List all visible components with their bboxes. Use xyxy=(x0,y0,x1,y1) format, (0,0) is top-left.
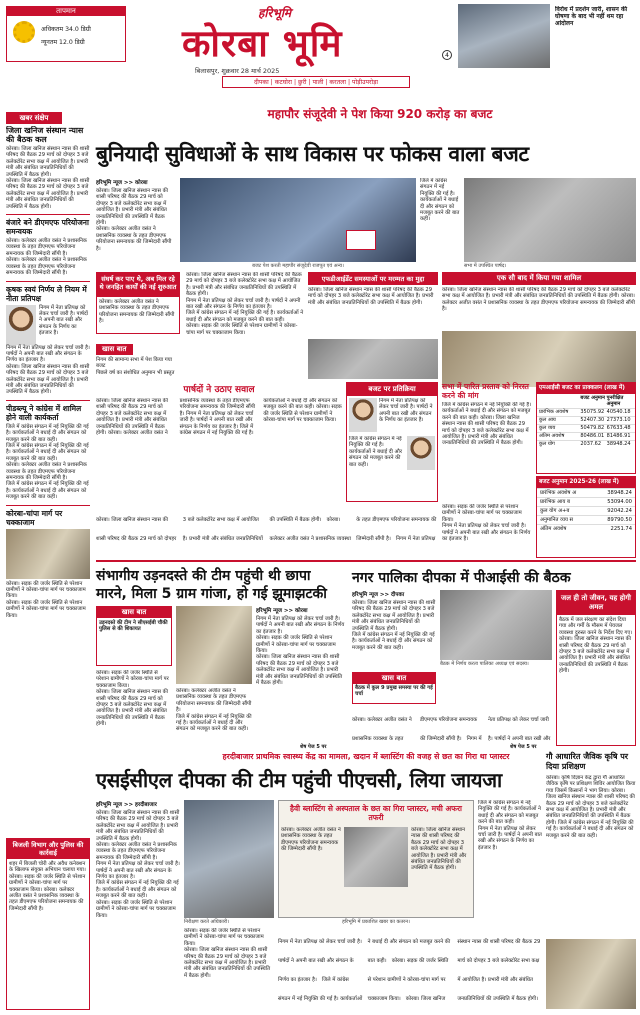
raid-body-1 xyxy=(96,670,172,752)
palika-khaas-box xyxy=(352,672,436,704)
editions-bar: दीपका | कटघोरा | छुरी | पाली | करतला | पोड़ीउपरोड़ा xyxy=(222,76,410,88)
body-text: निगम में नेता प्रतिपक्ष को लेकर चर्चा जारी है। पार्षदों ने अपनी बात रखी और संगठन के निर्णय का इंतजार है। xyxy=(179,410,254,430)
table-cell: 81486.91 xyxy=(606,433,631,439)
brief-5 xyxy=(6,505,90,619)
body-text: कोरबा। कलेक्टर अजीत वसंत ने प्रशासनिक व्यवस्था के तहत डीएमएफ परियोजना समन्वयक की जिम्मेदारी सौंपी है। xyxy=(108,398,256,437)
body-text: बैठक में जल संरक्षण का संदेश दिया गया और गर्मी के मौसम में पेयजल व्यवस्था दुरुस्त करने के निर्देश दिए गए। xyxy=(559,617,633,636)
secl-credit: हरिभूमि न्यूज >> हरदीबाजार xyxy=(96,802,157,808)
khaas-point: निगम की सामान्य सभा में पेश किया गया बजट xyxy=(96,357,172,370)
lead-text-col-2 xyxy=(420,178,460,266)
brief-body-more: जिले में कांग्रेस संगठन में नई नियुक्ति की गई है। कार्यकर्ताओं ने बधाई दी और संगठन को मजबूत करने की बात कही। xyxy=(6,442,89,462)
raid-continued: शेष पेज 5 पर xyxy=(300,744,327,750)
box-body xyxy=(442,287,636,329)
portrait xyxy=(6,305,36,345)
raid-body-2 xyxy=(176,688,252,752)
brief-body: कोरबा। कलेक्टर अजीत वसंत ने प्रशासनिक व्यवस्था के तहत डीएमएफ परियोजना समन्वयक की जिम्मेदारी सौंपी है। xyxy=(6,238,87,257)
inclusion-photo xyxy=(442,331,636,387)
table-cell: 2037.62 xyxy=(580,441,602,447)
table-cell: 89790.50 xyxy=(607,517,632,523)
max-temp: अधिकतम 34.0 डिग्री xyxy=(41,26,91,33)
box-head: गौ आधारित जैविक कृषि पर दिया प्रशिक्षण xyxy=(546,752,629,771)
box-head: सभा में पारित प्रस्ताव को निरस्त करने की मांग xyxy=(442,382,529,400)
lead-headline: बुनियादी सुविधाओं के साथ विकास पर फोकस वाला बजट xyxy=(96,142,529,166)
body-text: निगम में नेता प्रतिपक्ष को लेकर चर्चा जारी है। पार्षदों ने अपनी बात रखी और xyxy=(466,717,551,742)
lead-body: जिले में कांग्रेस संगठन में नई नियुक्ति की गई है। कार्यकर्ताओं ने बधाई दी और संगठन को मजबूत करने की बात कही। xyxy=(420,178,460,223)
box-body: कोरबा। कलेक्टर अजीत वसंत ने प्रशासनिक व्यवस्था के तहत डीएमएफ परियोजना समन्वयक की जिम्मेदारी सौंपी है। xyxy=(99,299,175,325)
council-photo xyxy=(308,339,438,379)
table-cell: कुल आय xyxy=(539,417,556,423)
brief-body: निगम में नेता प्रतिपक्ष को लेकर चर्चा जारी है। पार्षदों ने अपनी बात रखी और संगठन के निर्णय का इंतजार है। xyxy=(39,304,88,337)
body-text: कोरबा। कलेक्टर अजीत वसंत ने प्रशासनिक व्यवस्था के तहत डीएमएफ परियोजना समन्वयक की जिम्मेदारी सौंपी है। xyxy=(96,842,177,861)
organic-box xyxy=(546,752,636,1010)
body-text: जिले में कांग्रेस संगठन में नई नियुक्ति की गई है। कार्यकर्ताओं ने बधाई दी और संगठन को मजबूत करने की बात कही। xyxy=(352,632,435,651)
table-cell: 38948.24 xyxy=(607,490,632,496)
water-box xyxy=(556,590,636,746)
table-cell: प्रारंभिक आय ब xyxy=(540,499,570,505)
reaction-portrait xyxy=(407,436,435,470)
table-cell: 67633.48 xyxy=(606,425,631,431)
table-cell: प्रारंभिक अवशेष xyxy=(539,409,569,415)
budget-estimate-table xyxy=(536,476,636,558)
top-right-photo xyxy=(458,4,550,68)
khaas-point: उड़नदस्ते की टीम ने सीएसईबी चौकी पुलिस से की शिकायत xyxy=(99,620,168,633)
budget-body-bottom xyxy=(96,506,438,554)
page-number: 4 xyxy=(442,50,452,60)
secl-headline: एसईसीएल दीपका की टीम पहुंची पीएचसी, लिया जायजा xyxy=(96,768,502,792)
table-row xyxy=(537,506,635,515)
box-head: संघर्ष कर पाए थे, अब मिल रहे थे जनहित कार्यों की नई शुरुआत xyxy=(97,273,179,297)
table-row xyxy=(537,416,635,424)
table-cell: कुल व्यय xyxy=(539,425,556,431)
weather-box xyxy=(6,6,126,62)
table-cell: 2251.74 xyxy=(610,526,632,532)
body-text: कोरबा। कलेक्टर अजीत वसंत ने प्रशासनिक व्यवस्था के तहत डीएमएफ परियोजना समन्वयक की जिम्मेदारी सौंपी है। xyxy=(442,293,635,313)
secl-body-4 xyxy=(478,800,542,918)
brief-body-more: कोरबा। सड़क की जर्जर स्थिति से परेशान ग्रामीणों ने कोरबा-चांपा मार्ग पर चक्काजाम किया। xyxy=(6,599,86,619)
palika-caption: बैठक में निर्णय करता पालिका अध्यक्ष एवं सदस्य। xyxy=(440,661,529,667)
body-text: निगम में नेता प्रतिपक्ष को लेकर चर्चा जारी है। पार्षदों ने अपनी बात रखी और संगठन के निर्णय का इंतजार है। xyxy=(186,297,301,311)
lead-photo-2 xyxy=(464,178,636,262)
box-head: बिजली विभाग और पुलिस की कार्रवाई xyxy=(7,839,89,859)
brief-3 xyxy=(6,281,90,396)
box-body xyxy=(442,402,532,494)
table-row xyxy=(537,408,635,416)
body-text: कोरबा। कलेक्टर अजीत वसंत ने प्रशासनिक व्यवस्था के तहत डीएमएफ परियोजना समन्वयक की जिम्मेदारी सौंपी है। xyxy=(9,886,84,912)
body-text: कोरबा। सड़क की जर्जर स्थिति से परेशान ग्रामीणों ने कोरबा-चांपा मार्ग पर चक्काजाम किया। xyxy=(186,323,298,336)
brief-body-more: जिले में कांग्रेस संगठन में नई नियुक्ति की गई है। कार्यकर्ताओं ने बधाई दी और संगठन को मजबूत करने की बात कही। xyxy=(6,481,89,501)
body-text: कोरबा। जिला खनिज संस्थान न्यास की शासी परिषद की बैठक 29 मार्च को दोपहर 3 बजे कलेक्टोरेट सभा कक्ष में आयोजित है। प्रभारी मंत्री और संबंधित जनप्रतिनिधियों की उपस्थिति में बैठक होगी। xyxy=(442,287,631,300)
sun-icon xyxy=(13,21,35,43)
body-text: जिले में कांग्रेस संगठन में नई नियुक्ति की गई है। कार्यकर्ताओं ने बधाई दी और संगठन को मजबूत करने की बात कही। xyxy=(179,398,338,437)
table-row xyxy=(537,432,635,440)
body-text: कोरबा। जिला खनिज संस्थान न्यास की शासी परिषद की बैठक 29 मार्च को दोपहर 3 बजे कलेक्टोरेट सभा कक्ष में आयोजित है। प्रभारी मंत्री और संबंधित जनप्रतिनिधियों की उपस्थिति में बैठक होगी। xyxy=(405,939,541,1002)
table-cell: 27373.10 xyxy=(606,417,631,423)
body-text: कोरबा। सड़क की जर्जर स्थिति से परेशान ग्रामीणों ने कोरबा-चांपा मार्ग पर चक्काजाम किया। xyxy=(96,899,176,919)
sidebar-title: खबर संक्षेप xyxy=(6,112,62,124)
table-cell: अनुमानित व्यय स xyxy=(540,517,574,523)
table-row xyxy=(537,424,635,432)
table-row xyxy=(537,488,635,497)
body-text: निगम में नेता प्रतिपक्ष को लेकर चर्चा जारी है। पार्षदों ने अपनी बात रखी और संगठन के निर्णय का इंतजार है। xyxy=(96,861,180,881)
table-cell: 92042.24 xyxy=(607,508,632,514)
lead-photo xyxy=(180,178,416,262)
secl-caption-2: हरिभूमि में प्रकाशित खबर का कतरन। xyxy=(342,919,410,925)
secl-photo xyxy=(184,800,274,918)
body-text: जिले में कांग्रेस संगठन में नई नियुक्ति की गई है। कार्यकर्ताओं ने बधाई दी और संगठन को मजबूत करने की बात कही। xyxy=(546,819,634,839)
body-text: शहर में बिजली चोरी और अवैध कनेक्शन के खिलाफ संयुक्त अभियान चलाया गया। xyxy=(9,861,86,874)
body-text: कोरबा। जिला खनिज संस्थान न्यास की शासी परिषद की बैठक 29 मार्च को दोपहर 3 बजे कलेक्टोरेट सभा कक्ष में आयोजित है। प्रभारी मंत्री और संबंधित जनप्रतिनिधियों की उपस्थिति में बैठक होगी। xyxy=(184,947,271,979)
bottom-left-box xyxy=(6,838,90,1010)
clip-body: कोरबा। जिला खनिज संस्थान न्यास की शासी परिषद की बैठक 29 मार्च को दोपहर 3 बजे कलेक्टोरेट सभा कक्ष में आयोजित है। प्रभारी मंत्री और संबंधित जनप्रतिनिधियों की उपस्थिति में बैठक होगी। xyxy=(411,827,467,872)
palika-credit: हरिभूमि न्यूज >> दीपका xyxy=(352,592,405,598)
khaas-point: पिछले वर्ष का संशोधित अनुमान भी प्रस्तुत xyxy=(96,369,175,376)
brief-title: बंजारे बने डीएमएफ परियोजना समन्वयक xyxy=(6,218,89,237)
body-text: कोरबा। जिला खनिज संस्थान न्यास की शासी परिषद की बैठक 29 मार्च को दोपहर 3 बजे कलेक्टोरेट सभा कक्ष में आयोजित है। प्रभारी मंत्री और संबंधित जनप्रतिनिधियों की उपस्थिति में बैठक होगी। xyxy=(96,810,180,842)
khaas-label: खास बात xyxy=(96,344,133,355)
brand-small: हरिभूमि xyxy=(258,6,292,20)
table-cell: कुल योग xyxy=(539,441,555,447)
raid-photo xyxy=(176,606,252,684)
secl-kicker: हरदीबाजार प्राथमिक स्वास्थ्य केंद्र का मामला, खदान में ब्लास्टिंग की वजह से छत का गिरा था प्लास्टर xyxy=(222,752,510,761)
palika-continued: शेष पेज 5 पर xyxy=(510,744,537,750)
box-head: जल ही तो जीवन, यह होगी अमल xyxy=(557,591,635,615)
table-row xyxy=(537,524,635,533)
body-text: कोरबा। सड़क की जर्जर स्थिति से परेशान ग्रामीणों ने कोरबा-चांपा मार्ग पर चक्काजाम किया। xyxy=(442,504,522,523)
brief-1 xyxy=(6,126,90,210)
body-text: कोरबा। जिला खनिज संस्थान न्यास की शासी परिषद की बैठक 29 मार्च को दोपहर 3 बजे कलेक्टोरेट सभा कक्ष में आयोजित है। प्रभारी मंत्री और संबंधित जनप्रतिनिधियों की उपस्थिति में बैठक होगी। xyxy=(352,600,436,632)
body-text: कोरबा। जिला खनिज संस्थान न्यास की शासी परिषद की बैठक 29 मार्च को दोपहर 3 बजे कलेक्टोरेट सभा कक्ष में आयोजित है। प्रभारी मंत्री और संबंधित जनप्रतिनिधियों की उपस्थिति में बैठक होगी। xyxy=(96,517,322,542)
table-cell: 40540.18 xyxy=(606,409,631,415)
body-text: जिले में कांग्रेस संगठन में नई नियुक्ति की गई है। कार्यकर्ताओं ने बधाई दी और संगठन को मजबूत करने की बात कही। xyxy=(442,402,532,421)
body-text: कोरबा। जिला खनिज संस्थान न्यास की शासी परिषद की बैठक 29 मार्च को दोपहर 3 बजे कलेक्टोरेट सभा कक्ष में आयोजित है। प्रभारी मंत्री और संबंधित जनप्रतिनिधियों की उपस्थिति में बैठक होगी। xyxy=(442,414,529,447)
box-head: एफडीआईडेंट समस्याओं पर मरम्मत का मुद्दा xyxy=(308,272,438,285)
reaction-box xyxy=(346,382,438,502)
body-text: निगम में नेता प्रतिपक्ष xyxy=(395,536,436,542)
repair-box xyxy=(308,272,438,378)
raid-headline-1: संभागीय उड़नदस्ते की टीम पहुंची थी छापा xyxy=(96,568,311,584)
body-text: निगम में नेता प्रतिपक्ष को लेकर चर्चा जारी है। पार्षदों ने अपनी बात रखी और संगठन के निर्णय का इंतजार है। xyxy=(478,825,542,851)
body-text: कोरबा। सड़क की जर्जर स्थिति से परेशान ग्रामीणों ने कोरबा-चांपा मार्ग पर चक्काजाम किया। xyxy=(184,928,264,947)
clip-body: कोरबा। कलेक्टर अजीत वसंत ने प्रशासनिक व्यवस्था के तहत डीएमएफ परियोजना समन्वयक की जिम्मेदारी सौंपी है। xyxy=(281,827,341,853)
brief-body-more: कोरबा। जिला खनिज संस्थान न्यास की शासी परिषद की बैठक 29 मार्च को दोपहर 3 बजे कलेक्टोरेट सभा कक्ष में आयोजित है। प्रभारी मंत्री और संबंधित जनप्रतिनिधियों की उपस्थिति में बैठक होगी। xyxy=(6,178,90,210)
box-body xyxy=(546,775,636,935)
palika-headline: नगर पालिका दीपका में पीआईसी की बैठक xyxy=(352,570,571,586)
divider xyxy=(96,560,636,562)
box-head: बजट पर प्रतिक्रिया xyxy=(347,383,437,396)
box-body xyxy=(96,398,342,502)
brief-title: कोरबा-चांपा मार्ग पर चक्काजाम xyxy=(6,508,63,527)
table-cell: 35075.92 xyxy=(580,409,605,415)
brief-title: पीडब्ल्यू ने कांग्रेस में शामिल होने वाली कार्यकर्ता xyxy=(6,403,82,422)
body-text: कोरबा। कलेक्टर अजीत वसंत ने प्रशासनिक व्यवस्था के तहत डीएमएफ परियोजना समन्वयक की जिम्मेदारी सौंपी है। xyxy=(269,517,437,542)
lead-credit: हरिभूमि न्यूज >> कोरबा xyxy=(96,180,148,186)
table-cell: 50479.82 xyxy=(580,425,605,431)
secl-body-1 xyxy=(96,800,180,1010)
opposition-box xyxy=(96,272,180,334)
dateline: बिलासपुर, शुक्रवार 28 मार्च 2025 xyxy=(195,67,280,75)
khaas-box xyxy=(96,336,180,378)
body-text: जिले में कांग्रेस संगठन में नई नियुक्ति की गई है। कार्यकर्ताओं ने बधाई दी और संगठन को मजबूत करने की बात कही। xyxy=(186,310,304,323)
body-text: कोरबा। जिला खनिज संस्थान न्यास की शासी परिषद की बैठक 29 मार्च को दोपहर 3 बजे कलेक्टोरेट सभा कक्ष में आयोजित है। प्रभारी मंत्री और संबंधित जनप्रतिनिधियों की उपस्थिति में बैठक होगी। xyxy=(96,689,169,728)
brief-title: कृषक स्वयं निर्णय ले नियम में नीता प्रतिपक्ष xyxy=(6,284,87,303)
brief-body-more: कोरबा। जिला खनिज संस्थान न्यास की शासी परिषद की बैठक 29 मार्च को दोपहर 3 बजे कलेक्टोरेट सभा कक्ष में आयोजित है। प्रभारी मंत्री और संबंधित जनप्रतिनिधियों की उपस्थिति में बैठक होगी। xyxy=(6,363,90,396)
brief-title: जिला खनिज संस्थान न्यास की बैठक कल xyxy=(6,126,84,144)
raid-khaas-box xyxy=(96,606,172,666)
body-text: कोरबा। जिला खनिज संस्थान न्यास की शासी परिषद की बैठक 29 मार्च को दोपहर 3 बजे कलेक्टोरेट सभा कक्ष में आयोजित है। प्रभारी मंत्री और संबंधित जनप्रतिनिधियों की उपस्थिति में बैठक होगी। xyxy=(546,787,635,826)
table-cell: 52407.30 xyxy=(580,417,605,423)
brief-body-more: निगम में नेता प्रतिपक्ष को लेकर चर्चा जारी है। पार्षदों ने अपनी बात रखी और संगठन के निर्णय का इंतजार है। xyxy=(6,344,90,364)
secl-body-2 xyxy=(184,928,274,1010)
body-text: कोरबा। सड़क की जर्जर स्थिति से परेशान ग्रामीणों ने कोरबा-चांपा मार्ग पर चक्काजाम किया। xyxy=(96,670,169,689)
mic-budget-table xyxy=(536,382,636,474)
body-text: कोरबा। जिला खनिज संस्थान न्यास की शासी परिषद की बैठक 29 मार्च को दोपहर 3 बजे कलेक्टोरेट सभा कक्ष में आयोजित है। प्रभारी मंत्री और संबंधित जनप्रतिनिधियों की उपस्थिति में बैठक होगी। xyxy=(559,636,632,675)
reaction-text: जिले में कांग्रेस संगठन में नई नियुक्ति की गई है। कार्यकर्ताओं ने बधाई दी और संगठन को मजबूत करने की बात कही। xyxy=(349,436,402,468)
brief-body-more: कोरबा। कलेक्टर अजीत वसंत ने प्रशासनिक व्यवस्था के तहत डीएमएफ परियोजना समन्वयक की जिम्मेदारी सौंपी है। xyxy=(6,462,87,481)
inclusion-box xyxy=(442,272,636,378)
brief-4 xyxy=(6,400,90,501)
secl-caption-1: निरीक्षण करते अधिकारी। xyxy=(184,919,230,925)
clip-photo xyxy=(344,827,408,887)
table-body xyxy=(537,408,635,448)
raid-credit: हरिभूमि न्यूज >> कोरबा xyxy=(256,608,308,614)
body-text: जिले में कांग्रेस संगठन में नई नियुक्ति की गई है। कार्यकर्ताओं ने बधाई दी और संगठन को मजबूत करने की बात कही। xyxy=(478,800,541,826)
palika-photo xyxy=(440,590,552,660)
brand-title: कोरबा भूमि xyxy=(182,22,343,65)
table-row xyxy=(537,440,635,448)
top-strip: महापौर संजूदेवी ने पेश किया 920 करोड़ का बजट xyxy=(267,107,493,121)
body-text: निगम में नेता प्रतिपक्ष को लेकर चर्चा जारी है। पार्षदों ने अपनी बात रखी और संगठन के निर्णय का इंतजार है। xyxy=(256,616,345,635)
box-body xyxy=(7,859,89,1007)
reaction-text: निगम में नेता प्रतिपक्ष को लेकर चर्चा जारी है। पार्षदों ने अपनी बात रखी और संगठन के निर्णय का इंतजार है। xyxy=(379,398,433,424)
body-text: निगम में नेता प्रतिपक्ष को लेकर चर्चा जारी है। पार्षदों ने अपनी बात रखी और संगठन के निर्णय का इंतजार है। xyxy=(442,523,531,543)
table-title: एमआईसी बजट का प्राक्कलन (लाख में) xyxy=(537,383,635,394)
table-cell: अंतिम अवशेष xyxy=(540,526,567,532)
palika-body-1 xyxy=(352,590,436,668)
lead-caption-1: बजट पेश करती महापौर संजूदेवी राजपूत एवं अन्य। xyxy=(252,263,344,269)
body-text: कोरबा। जिला खनिज संस्थान न्यास की शासी परिषद की बैठक 29 मार्च को दोपहर 3 बजे कलेक्टोरेट सभा कक्ष में आयोजित है। प्रभारी मंत्री और संबंधित जनप्रतिनिधियों की उपस्थिति में बैठक होगी। xyxy=(186,272,302,298)
sidebar-photo xyxy=(6,529,90,579)
brief-2 xyxy=(6,214,90,276)
sidebar xyxy=(6,126,90,832)
table-row xyxy=(537,497,635,506)
brief-body: कोरबा। जिला खनिज संस्थान न्यास की शासी परिषद की बैठक 29 मार्च को दोपहर 3 बजे कलेक्टोरेट सभा कक्ष में आयोजित है। प्रभारी मंत्री और संबंधित जनप्रतिनिधियों की उपस्थिति में बैठक होगी। xyxy=(6,146,90,178)
body-text: कोरबा। सड़क की जर्जर स्थिति से परेशान ग्रामीणों ने कोरबा-चांपा मार्ग पर चक्काजाम किया। xyxy=(263,404,342,424)
col-header: पुनरीक्षित अनुमान xyxy=(606,395,624,407)
brief-body-more: कोरबा। कलेक्टर अजीत वसंत ने प्रशासनिक व्यवस्था के तहत डीएमएफ परियोजना समन्वयक की जिम्मेदारी सौंपी है। xyxy=(6,257,87,277)
news-clipping xyxy=(278,800,474,918)
lead-text-col xyxy=(96,178,176,266)
body-text: निगम में नेता प्रतिपक्ष को लेकर चर्चा जारी है। पार्षदों ने अपनी बात रखी और संगठन के निर्णय का इंतजार है। xyxy=(278,939,362,983)
table-cell: 38948.24 xyxy=(606,441,631,447)
col-header: बजट अनुमान xyxy=(580,395,605,401)
brief-body: कोरबा। सड़क की जर्जर स्थिति से परेशान ग्रामीणों ने कोरबा-चांपा मार्ग पर चक्काजाम किया। xyxy=(6,580,86,600)
min-temp: न्यूनतम 12.0 डिग्री xyxy=(41,39,85,46)
budget-body-right xyxy=(442,504,532,558)
councillors-box xyxy=(96,382,342,502)
organic-photo xyxy=(546,939,636,1009)
khaas-label: खास बात xyxy=(97,607,171,618)
raid-body-3 xyxy=(256,606,346,752)
table-cell: प्रारंभिक अवशेष अ xyxy=(540,490,577,496)
secl-body-3 xyxy=(278,928,542,1010)
body-text: कोरबा। सड़क की जर्जर स्थिति से परेशान ग्रामीणों ने कोरबा-चांपा मार्ग पर चक्काजाम किया। xyxy=(9,873,86,893)
body-text: कोरबा। कृषि विज्ञान केंद्र द्वारा गौ आधारित जैविक कृषि पर प्रशिक्षण शिविर आयोजित किया गया जिसमें किसानों ने भाग लिया। xyxy=(546,775,636,794)
body-text: जिले में कांग्रेस संगठन में नई नियुक्ति की गई है। कार्यकर्ताओं ने बधाई दी और संगठन को मजबूत करने की बात कही। xyxy=(176,713,252,733)
box-body: कोरबा। जिला खनिज संस्थान न्यास की शासी परिषद की बैठक 29 मार्च को दोपहर 3 बजे कलेक्टोरेट सभा कक्ष में आयोजित है। प्रभारी मंत्री और संबंधित जनप्रतिनिधियों की उपस्थिति में बैठक होगी। xyxy=(308,287,434,306)
lead-caption-2: सभा में उपस्थित पार्षद। xyxy=(464,263,507,269)
body-text: कोरबा। कलेक्टर अजीत वसंत ने प्रशासनिक व्यवस्था के तहत डीएमएफ परियोजना समन्वयक की जिम्मेदारी सौंपी है। xyxy=(352,717,478,742)
clip-title: हैवी ब्लास्टिंग से अस्पताल के छत का गिरा प्लास्टर, मची अफरा तफरी xyxy=(290,804,462,822)
box-head: एक सौ बाद में किया गया शामिल xyxy=(442,272,636,285)
body-text: जिले में कांग्रेस संगठन में नई नियुक्ति की गई है। कार्यकर्ताओं ने बधाई दी और संगठन को मजबूत करने की बात कही। xyxy=(278,939,451,1002)
body-text: कोरबा। सड़क की जर्जर स्थिति से परेशान ग्रामीणों ने कोरबा-चांपा मार्ग पर चक्काजाम किया। xyxy=(256,635,336,655)
side-headline: विरोध में प्रदर्शन जारी, शासन की घोषणा के बाद भी नहीं थम रहा आंदोलन xyxy=(555,6,628,27)
khaas-label: खास बात xyxy=(353,673,435,684)
khaas-point: बैठक में कुल 9 प्रमुख समस्या पर की गई चर्चा xyxy=(355,685,433,698)
box-body xyxy=(557,615,635,743)
box-head: पार्षदों ने उठाए सवाल xyxy=(183,385,255,395)
body-text: कोरबा। जिला खनिज संस्थान न्यास की शासी परिषद की बैठक 29 मार्च को दोपहर 3 बजे कलेक्टोरेट सभा कक्ष में आयोजित है। प्रभारी मंत्री और संबंधित जनप्रतिनिधियों की उपस्थिति में बैठक होगी। xyxy=(96,398,169,437)
raid-headline-2: मारने, मिला 5 ग्राम गांजा, हो गई झूमाझटकी xyxy=(96,586,327,602)
table-cell: अंतिम अवशेष xyxy=(539,433,565,439)
weather-label: तापमान xyxy=(7,7,125,16)
table-cell: कुल योग अ+ब xyxy=(540,508,570,514)
body-text: कोरबा। जिला खनिज संस्थान न्यास की शासी परिषद की बैठक 29 मार्च को दोपहर 3 बजे कलेक्टोरेट सभा कक्ष में आयोजित है। प्रभारी मंत्री और संबंधित जनप्रतिनिधियों की उपस्थिति में बैठक होगी। xyxy=(256,654,343,687)
table-title: बजट अनुमान 2025-26 (लाख में) xyxy=(537,477,635,488)
lead-body: कोरबा। जिला खनिज संस्थान न्यास की शासी परिषद की बैठक 29 मार्च को दोपहर 3 बजे कलेक्टोरेट सभा कक्ष में आयोजित है। प्रभारी मंत्री और संबंधित जनप्रतिनिधियों की उपस्थिति में बैठक होगी। xyxy=(96,188,169,227)
lead-body-more: कोरबा। कलेक्टर अजीत वसंत ने प्रशासनिक व्यवस्था के तहत डीएमएफ परियोजना समन्वयक की जिम्मेदारी सौंपी है। xyxy=(96,226,172,252)
reaction-portrait xyxy=(349,398,377,432)
budget-podium xyxy=(346,230,376,250)
brief-body: जिले में कांग्रेस संगठन में नई नियुक्ति की गई है। कार्यकर्ताओं ने बधाई दी और संगठन को मजबूत करने की बात कही। xyxy=(6,423,89,443)
budget-body-text xyxy=(186,272,304,378)
body-text: कोरबा। कलेक्टर अजीत वसंत ने प्रशासनिक व्यवस्था के तहत डीएमएफ परियोजना समन्वयक की जिम्मेदारी सौंपी है। xyxy=(176,688,252,714)
resolution-box xyxy=(442,382,532,502)
body-text: जिले में कांग्रेस संगठन में नई नियुक्ति की गई है। कार्यकर्ताओं ने बधाई दी और संगठन को मजबूत करने की बात कही। xyxy=(96,880,179,900)
table-body xyxy=(537,488,635,533)
table-row xyxy=(537,515,635,524)
body-text: कोरबा। सड़क की जर्जर स्थिति से परेशान ग्रामीणों ने कोरबा-चांपा मार्ग पर चक्काजाम किया। xyxy=(367,958,449,1002)
table-cell: 53094.00 xyxy=(607,499,632,505)
table-cell: 80486.01 xyxy=(580,433,605,439)
